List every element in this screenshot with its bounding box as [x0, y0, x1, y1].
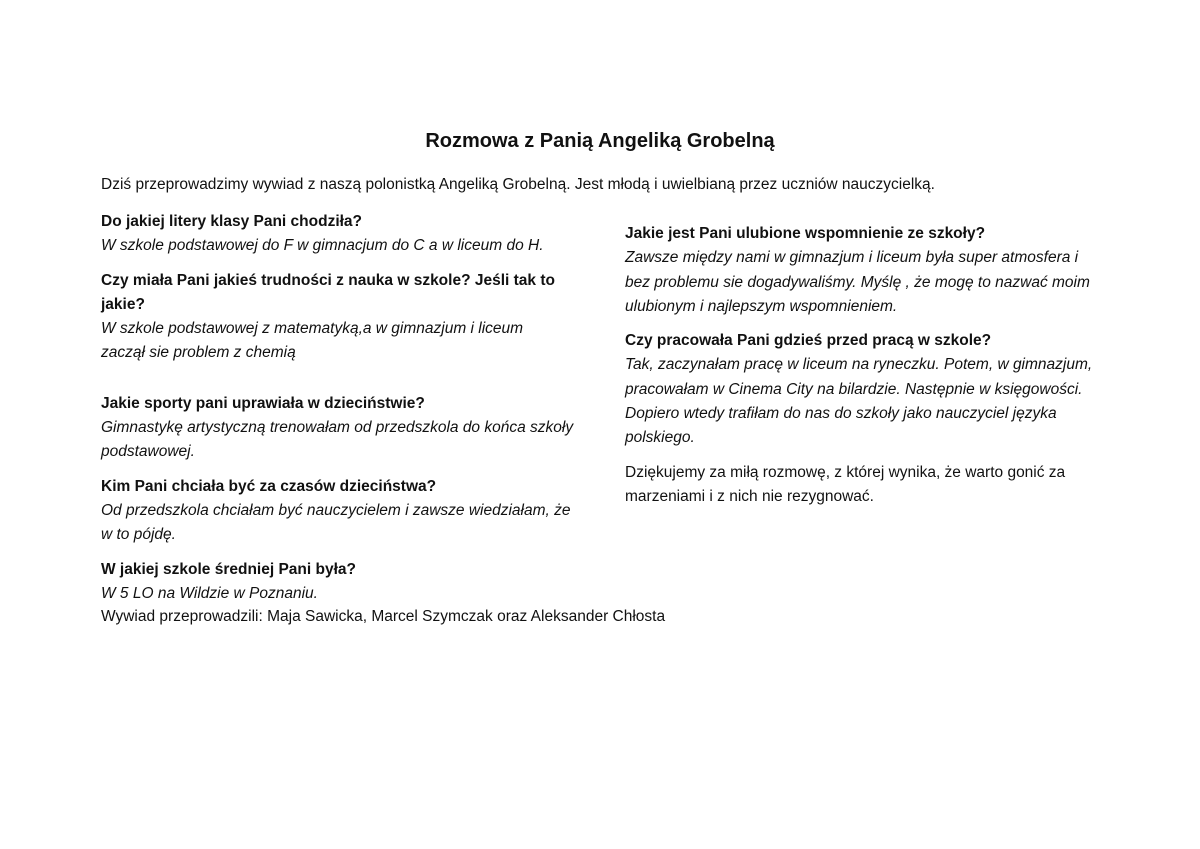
document-title: Rozmowa z Panią Angeliką Grobelną: [425, 130, 775, 152]
closing-paragraph: [625, 461, 1100, 510]
answer: w to pójdę.: [101, 526, 176, 544]
answer: Dopiero wtedy trafiłam do nas do szkoły jako nauczyciel języka: [625, 405, 1057, 423]
answer: bez problemu sie dogadywaliśmy. Myślę , że mogę to nazwać moim: [625, 273, 1090, 291]
intro-paragraph: Dziś przeprowadzimy wywiad z naszą polonistką Angeliką Grobelną. Jest młodą i uwielbianą przez uczniów nauczycielką.: [101, 176, 935, 193]
question: Do jakiej litery klasy Pani chodziła?: [101, 213, 363, 230]
closing-line: marzeniami i z nich nie rezygnować.: [625, 487, 874, 505]
answer: ulubionym i najlepszym wspomnieniem.: [625, 297, 898, 315]
closing-line: Dziękujemy za miłą rozmowę, z której wynika, że warto gonić za: [625, 463, 1066, 481]
answer: polskiego.: [625, 429, 695, 447]
qa-block-favorite-memory: [625, 222, 1100, 319]
qa-block-previous-work: [625, 329, 1100, 450]
answer: zaczął sie problem z chemią: [101, 344, 296, 362]
question: Kim Pani chciała być za czasów dzieciństwa?: [101, 477, 437, 495]
qa-block-sports: [101, 392, 581, 465]
answer: Gimnastykę artystyczną trenowałam od przedszkola do końca szkoły: [101, 419, 574, 437]
qa-block-difficulties: [101, 269, 581, 366]
question: Czy miała Pani jakieś trudności z nauka w szkole? Jeśli tak to jakie?: [101, 271, 555, 313]
answer: W szkole podstawowej z matematyką,a w gimnazjum i liceum: [101, 320, 524, 338]
question: Czy pracowała Pani gdzieś przed pracą w szkole?: [625, 332, 992, 350]
qa-block-class-letter: [101, 210, 581, 259]
answer: pracowałam w Cinema City na bilardzie. Następnie w księgowości.: [625, 380, 1083, 398]
qa-block-high-school: [101, 558, 581, 607]
qa-block-childhood-dream: [101, 475, 581, 548]
answer: Zawsze między nami w gimnazjum i liceum była super atmosfera i: [625, 249, 1079, 267]
question: W jakiej szkole średniej Pani była?: [101, 560, 356, 578]
interview-credits: Wywiad przeprowadzili: Maja Sawicka, Marcel Szymczak oraz Aleksander Chłosta: [101, 608, 666, 625]
question: Jakie jest Pani ulubione wspomnienie ze szkoły?: [625, 225, 986, 242]
question: Jakie sporty pani uprawiała w dzieciństwie?: [101, 394, 425, 412]
answer: W 5 LO na Wildzie w Poznaniu.: [101, 584, 318, 602]
answer: W szkole podstawowej do F w gimnacjum do C a w liceum do H.: [101, 237, 544, 255]
answer: podstawowej.: [101, 443, 195, 461]
answer: Tak, zaczynałam pracę w liceum na ryneczku. Potem, w gimnazjum,: [625, 356, 1093, 374]
answer: Od przedszkola chciałam być nauczycielem i zawsze wiedziałam, że: [101, 501, 571, 519]
right-column: [625, 222, 1100, 509]
left-column: [101, 210, 581, 606]
